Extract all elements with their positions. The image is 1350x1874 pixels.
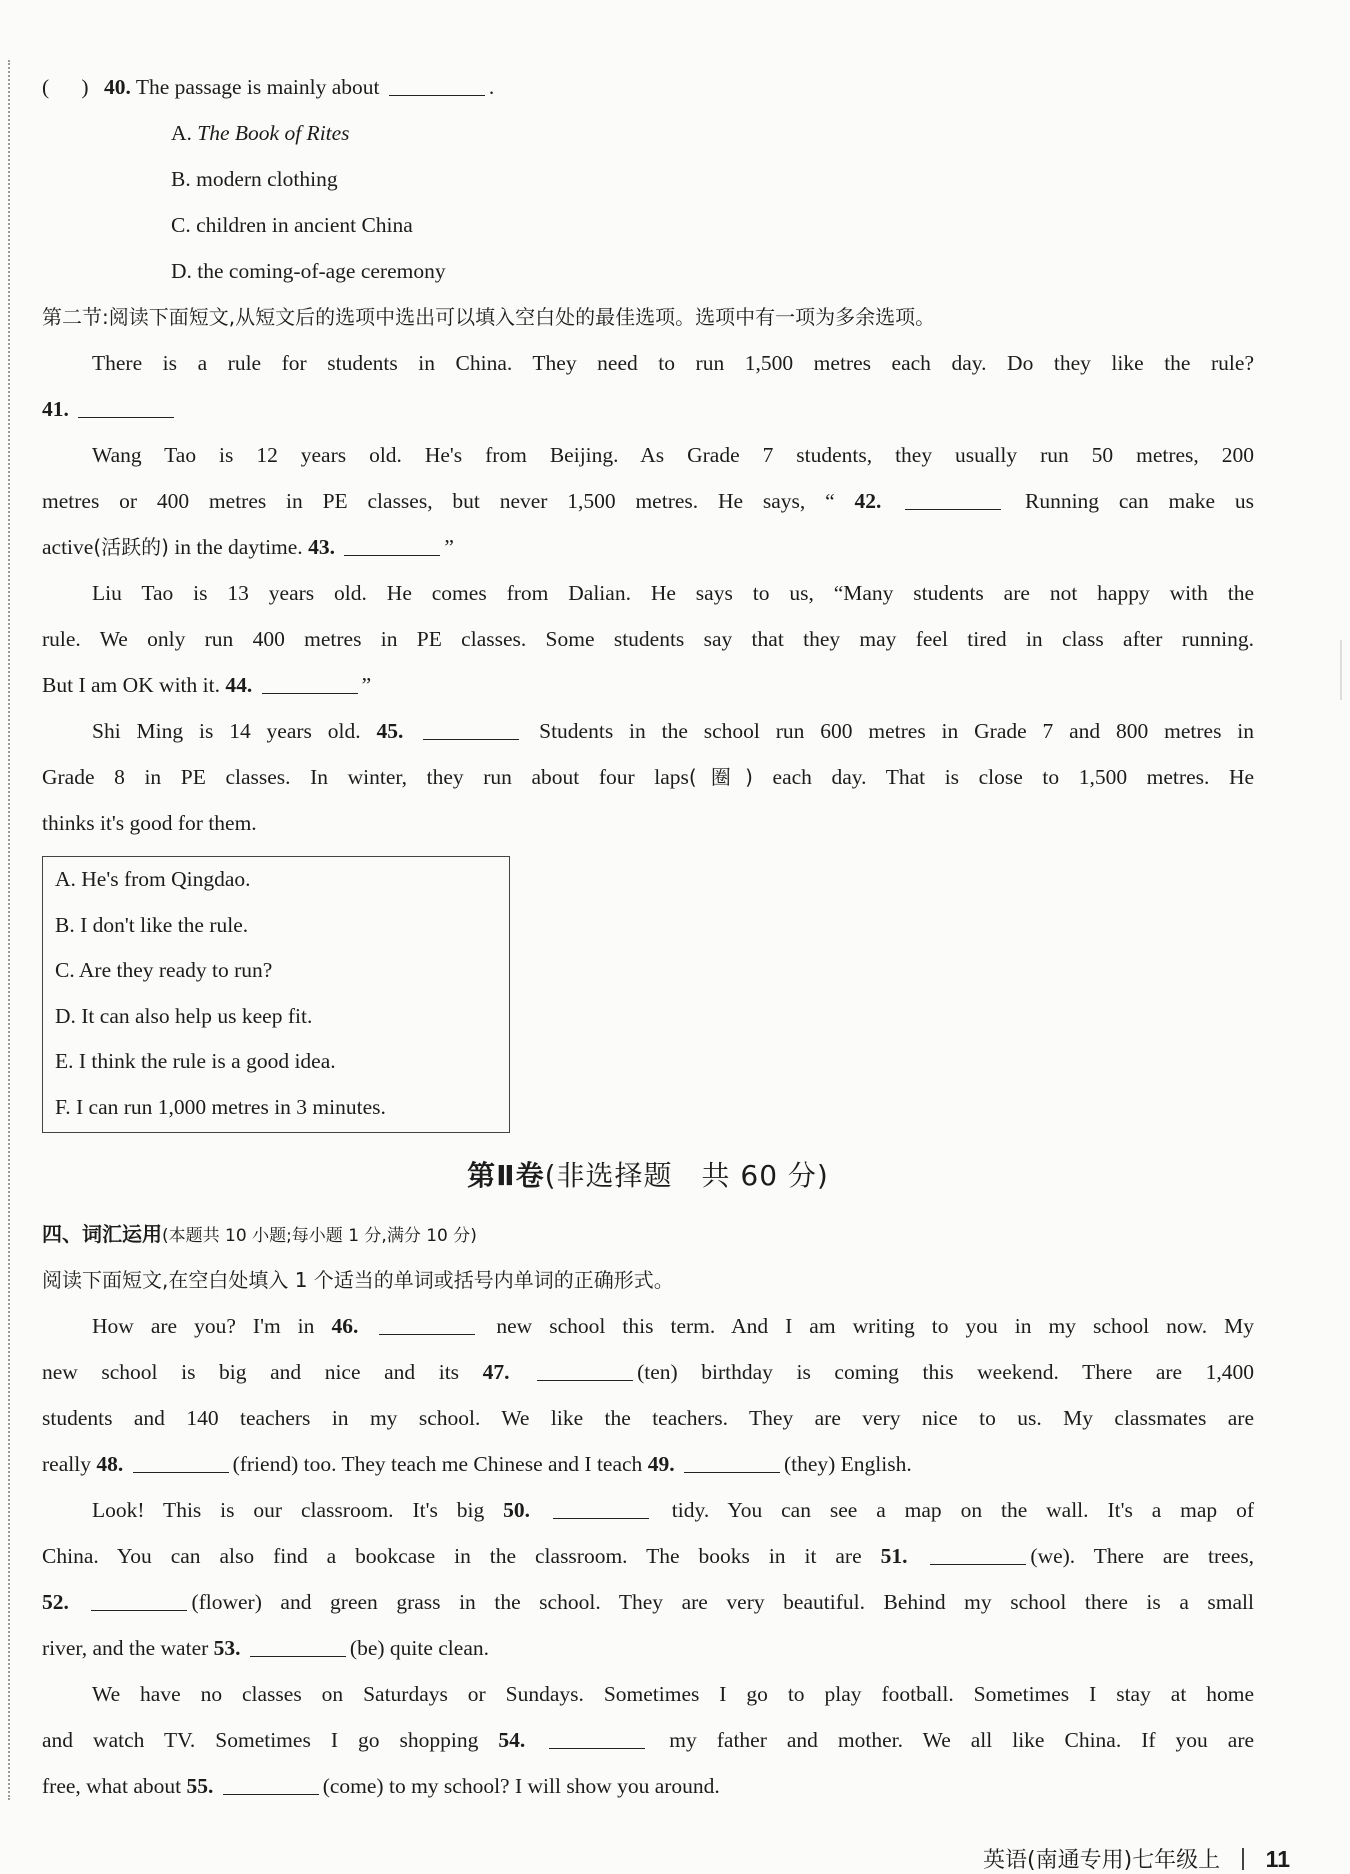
answer-blank-50[interactable] <box>553 1498 649 1519</box>
option-d: D. the coming-of-age ceremony <box>171 259 446 283</box>
page-number: 11 <box>1265 1846 1290 1872</box>
answer-blank-42[interactable] <box>905 489 1001 510</box>
answer-blank-45[interactable] <box>423 719 519 740</box>
section-4-instruction: 阅读下面短文,在空白处填入 1 个适当的单词或括号内单词的正确形式。 <box>42 1268 674 1292</box>
box-option-b: B. I don't like the rule. <box>55 912 249 937</box>
passage-line: new school is big and nice and its 47. (ten) birthday is coming this weekend. There are 1,400 <box>42 1360 1254 1384</box>
volume-2-title: 第Ⅱ卷(非选择题 共 60 分) <box>467 1159 829 1192</box>
answer-blank-54[interactable] <box>549 1728 645 1749</box>
page-content <box>42 64 1254 1809</box>
passage-line: Grade 8 in PE classes. In winter, they run about four laps(圈) each day. That is close to 1,500 metres. He <box>42 765 1254 789</box>
options-box <box>42 856 510 1133</box>
passage-line: We have no classes on Saturdays or Sundays. Sometimes I go to play football. Sometimes I stay at home <box>92 1682 1254 1706</box>
answer-blank-51[interactable] <box>930 1544 1026 1565</box>
passage-line: and watch TV. Sometimes I go shopping 54. my father and mother. We all like China. If you are <box>42 1728 1254 1752</box>
answer-paren: ( ) <box>42 75 89 99</box>
book-title: 英语(南通专用)七年级上 <box>983 1848 1221 1873</box>
edge-shadow <box>1340 640 1342 700</box>
answer-blank-48[interactable] <box>133 1452 229 1473</box>
answer-blank-53[interactable] <box>250 1636 346 1657</box>
option-b: B. modern clothing <box>171 167 338 191</box>
answer-blank[interactable] <box>389 75 485 96</box>
box-option-a: A. He's from Qingdao. <box>55 867 251 891</box>
passage-line: free, what about 55. (come) to my school? I will show you around. <box>42 1774 720 1798</box>
answer-blank-44[interactable] <box>262 673 358 694</box>
passage-line: river, and the water 53. (be) quite clean. <box>42 1636 489 1660</box>
passage-line: Shi Ming is 14 years old. 45. Students in the school run 600 metres in Grade 7 and 800 metres in <box>92 719 1254 743</box>
binding-dotted-line <box>8 60 10 1800</box>
box-option-f: F. I can run 1,000 metres in 3 minutes. <box>55 1094 386 1119</box>
box-option-c: C. Are they ready to run? <box>55 958 273 982</box>
question-number: 40. <box>104 75 131 99</box>
passage-line: metres or 400 metres in PE classes, but never 1,500 metres. He says, “ 42. Running can make us <box>42 489 1254 513</box>
passage-line: China. You can also find a bookcase in the classroom. The books in it are 51. (we). There are trees, <box>42 1544 1254 1568</box>
answer-blank-55[interactable] <box>223 1774 319 1795</box>
passage-line: There is a rule for students in China. They need to run 1,500 metres each day. Do they like the rule? <box>92 351 1254 375</box>
answer-blank-52[interactable] <box>91 1590 187 1611</box>
page-footer <box>983 1843 1290 1874</box>
passage-line: active(活跃的) in the daytime. 43. ” <box>42 535 454 559</box>
answer-blank-46[interactable] <box>379 1314 475 1335</box>
option-c: C. children in ancient China <box>171 213 413 237</box>
footer-divider <box>1242 1848 1244 1870</box>
question-stem: The passage is mainly about <box>135 75 380 99</box>
question-40: ( ) 40. The passage is mainly about . <box>42 64 1254 110</box>
box-option-e: E. I think the rule is a good idea. <box>55 1049 336 1073</box>
answer-blank-49[interactable] <box>684 1452 780 1473</box>
section-4-heading: 四、词汇运用(本题共 10 小题;每小题 1 分,满分 10 分) <box>42 1222 477 1246</box>
answer-blank-47[interactable] <box>537 1360 633 1381</box>
passage-line: 52. (flower) and green grass in the school. They are very beautiful. Behind my school there is a small <box>42 1590 1254 1614</box>
passage-line: really 48. (friend) too. They teach me Chinese and I teach 49. (they) English. <box>42 1452 912 1476</box>
passage-line: Liu Tao is 13 years old. He comes from Dalian. He says to us, “Many students are not happy with the <box>92 581 1254 605</box>
passage-line: But I am OK with it. 44. ” <box>42 673 372 697</box>
passage-line: How are you? I'm in 46. new school this term. And I am writing to you in my school now. My <box>92 1314 1254 1338</box>
answer-blank-41[interactable] <box>78 397 174 418</box>
section-2-instruction: 第二节:阅读下面短文,从短文后的选项中选出可以填入空白处的最佳选项。选项中有一项为多余选项。 <box>42 305 936 329</box>
box-option-d: D. It can also help us keep fit. <box>55 1003 313 1028</box>
passage-line: Wang Tao is 12 years old. He's from Beijing. As Grade 7 students, they usually run 50 metres, 200 <box>92 443 1254 467</box>
passage-line: rule. We only run 400 metres in PE classes. Some students say that they may feel tired in class after running. <box>42 627 1254 651</box>
passage-line: thinks it's good for them. <box>42 811 257 835</box>
passage-line: students and 140 teachers in my school. We like the teachers. They are very nice to us. My classmates are <box>42 1406 1254 1430</box>
option-a: A. The Book of Rites <box>171 121 350 145</box>
passage-line: Look! This is our classroom. It's big 50. tidy. You can see a map on the wall. It's a map of <box>92 1498 1254 1522</box>
passage-line: 41. <box>42 386 1254 432</box>
answer-blank-43[interactable] <box>344 535 440 556</box>
